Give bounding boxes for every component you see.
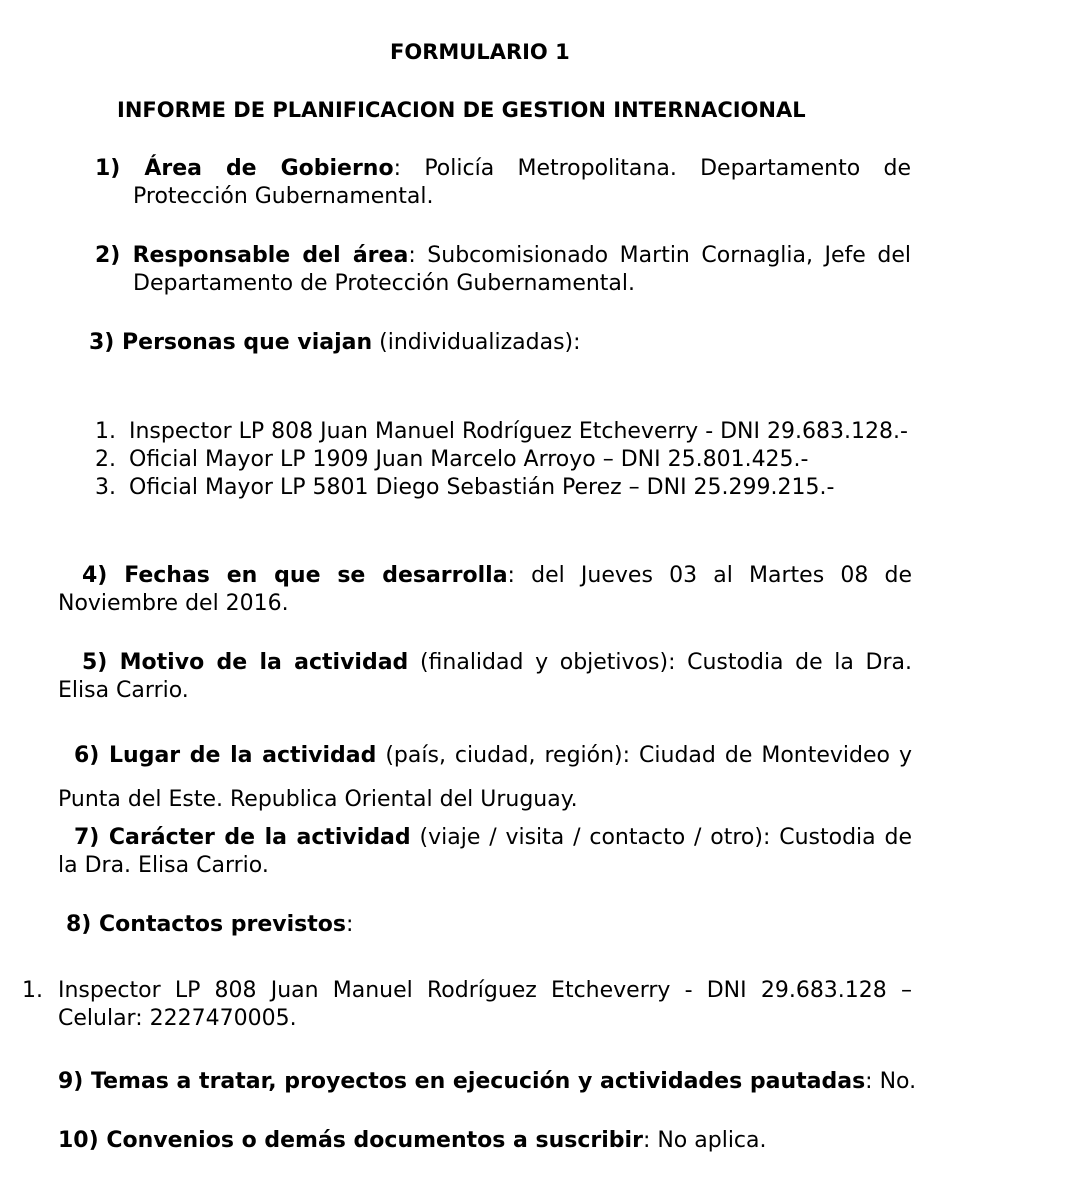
list-item (22, 977, 912, 1033)
list-item-number: 1. (22, 978, 43, 1003)
section-area-gobierno (95, 155, 911, 211)
section-8-label: 8) Contactos previstos (66, 912, 346, 937)
list-item-number: 1. (95, 419, 116, 444)
section-temas (58, 1068, 916, 1096)
section-9-text: No. (872, 1069, 917, 1094)
section-4-sep: : (507, 563, 515, 588)
section-6-label: 6) Lugar de la actividad (74, 743, 377, 768)
section-5-label: 5) Motivo de la actividad (82, 650, 409, 675)
section-caracter (58, 824, 912, 880)
page-title: FORMULARIO 1 (390, 40, 570, 64)
list-item-text: Oficial Mayor LP 1909 Juan Marcelo Arroyo – DNI 25.801.425.- (129, 447, 809, 472)
section-2-text: Subcomisionado Martin Cornaglia, Jefe del Departamento de Protección Gubernamental. (133, 243, 911, 296)
list-item-text: Oficial Mayor LP 5801 Diego Sebastián Perez – DNI 25.299.215.- (129, 475, 835, 500)
section-1-label: 1) Área de Gobierno (95, 156, 394, 181)
section-1-text: Policía Metropolitana. Departamento de Protección Gubernamental. (133, 156, 911, 209)
section-2-label: 2) Responsable del área (95, 243, 409, 268)
page-subtitle: INFORME DE PLANIFICACION DE GESTION INTERNACIONAL (117, 98, 806, 122)
list-item (95, 474, 834, 502)
section-lugar (58, 734, 912, 822)
list-item (95, 418, 908, 446)
section-convenios (58, 1127, 767, 1155)
section-4-label: 4) Fechas en que se desarrolla (82, 563, 508, 588)
list-item-number: 3. (95, 475, 116, 500)
section-5-text: (finalidad y objetivos): Custodia de la Dra. Elisa Carrio. (58, 650, 912, 703)
section-motivo (58, 649, 912, 705)
section-7-text: (viaje / visita / contacto / otro): Custodia de la Dra. Elisa Carrio. (58, 825, 912, 878)
section-contactos (66, 911, 353, 939)
list-item-number: 2. (95, 447, 116, 472)
section-2-sep: : (408, 243, 416, 268)
section-1-sep: : (393, 156, 402, 181)
section-3-text: (individualizadas): (372, 330, 581, 355)
section-8-sep: : (345, 912, 354, 937)
section-4-text: del Jueves 03 al Martes 08 de Noviembre del 2016. (58, 563, 912, 616)
list-item (95, 446, 809, 474)
section-6-text: (país, ciudad, región): Ciudad de Montevideo y Punta del Este. Republica Oriental del Uruguay. (58, 743, 912, 812)
section-responsable (95, 242, 911, 298)
section-3-label: 3) Personas que viajan (89, 330, 373, 355)
section-9-sep: : (865, 1069, 873, 1094)
section-10-label: 10) Convenios o demás documentos a suscribir (58, 1128, 643, 1153)
section-7-label: 7) Carácter de la actividad (74, 825, 411, 850)
section-10-text: No aplica. (650, 1128, 767, 1153)
section-personas (89, 329, 581, 357)
section-10-sep: : (642, 1128, 651, 1153)
section-fechas (58, 562, 912, 618)
list-item-text: Inspector LP 808 Juan Manuel Rodríguez Etcheverry - DNI 29.683.128.- (129, 419, 908, 444)
list-item-text: Inspector LP 808 Juan Manuel Rodríguez Etcheverry - DNI 29.683.128 – Celular: 2227470005. (58, 978, 912, 1031)
section-9-label: 9) Temas a tratar, proyectos en ejecución y actividades pautadas (58, 1069, 866, 1094)
